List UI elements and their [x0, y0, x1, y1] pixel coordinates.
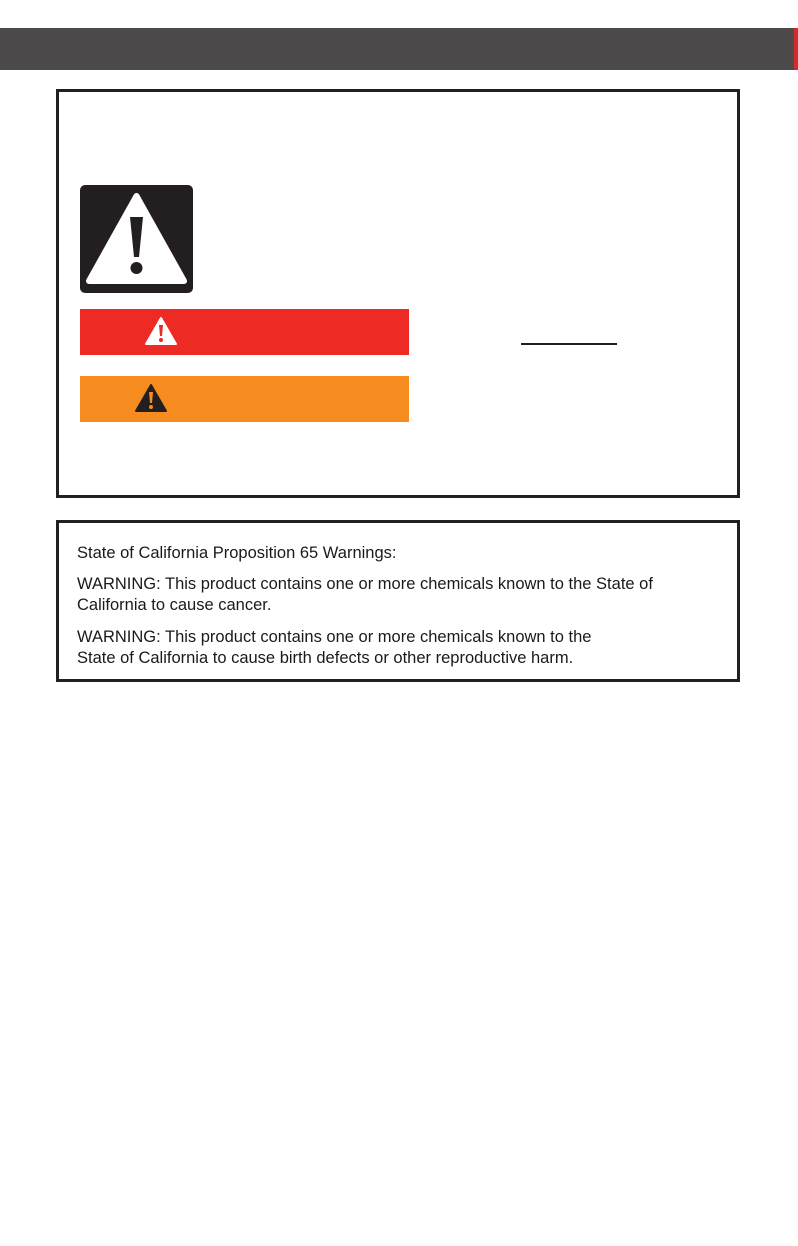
cancer-warning-line2: California to cause cancer. — [77, 596, 272, 614]
header-accent — [794, 28, 798, 70]
cancer-warning — [77, 574, 727, 616]
product-safety-box — [56, 89, 740, 498]
warning-signal-bar — [80, 376, 409, 422]
danger-alert-icon — [144, 316, 178, 346]
safety-alert-icon — [80, 185, 193, 293]
header-bar — [0, 28, 798, 70]
prop65-title: State of California Proposition 65 Warnings: — [77, 544, 397, 562]
warning-alert-icon — [134, 383, 168, 413]
underline-rule — [521, 343, 617, 345]
birth-defects-warning-line2: State of California to cause birth defects or other reproductive harm. — [77, 649, 574, 667]
birth-defects-warning-line1: WARNING: This product contains one or more chemicals known to the — [77, 628, 592, 646]
prop65-warning-box — [56, 520, 740, 682]
cancer-warning-line1: WARNING: This product contains one or more chemicals known to the State of — [77, 575, 653, 593]
danger-signal-bar — [80, 309, 409, 355]
birth-defects-warning — [77, 627, 727, 669]
